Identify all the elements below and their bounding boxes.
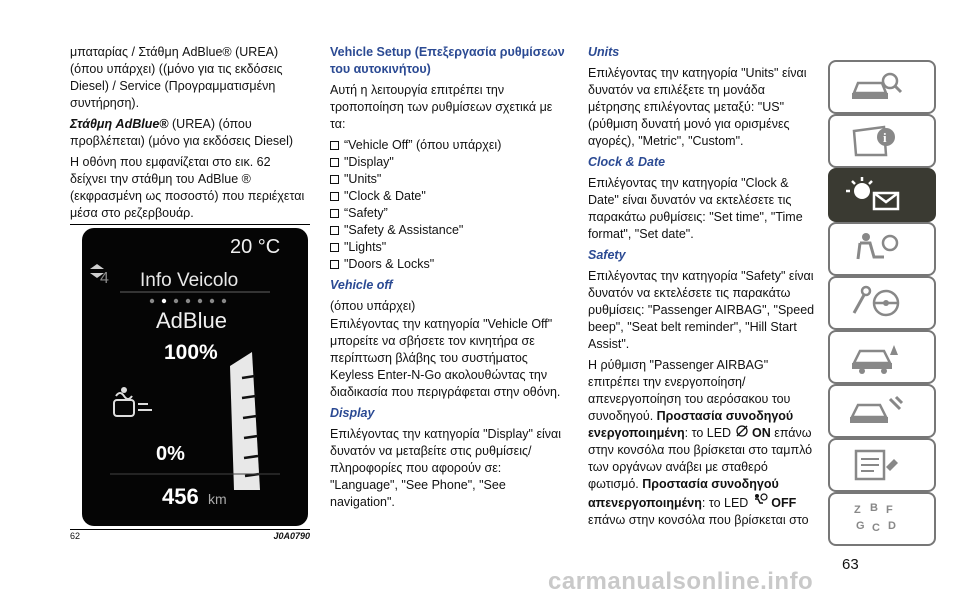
technical-data-icon — [846, 445, 906, 485]
airbag-on-state: ON — [752, 426, 771, 440]
airbag-on-label: Προστασία συνοδηγού ενεργοποιημένη — [588, 409, 794, 440]
list-item: "Clock & Date" — [330, 188, 565, 205]
tab-vehicle-overview[interactable] — [828, 60, 936, 114]
airbag-on-text: επάνω στην κονσόλα που βρίσκεται στο ταμπλό των οργάνων ανάβει με σταθερό φωτισμό. — [588, 426, 813, 491]
figure-bottom-rule — [70, 529, 310, 530]
info-icon — [846, 121, 906, 161]
tab-servicing-care[interactable] — [828, 384, 936, 438]
list-item: "Lights" — [330, 239, 565, 256]
range-unit: km — [208, 491, 227, 507]
svg-text:C: C — [872, 522, 880, 534]
column-right — [588, 44, 820, 533]
vehicle-off-heading: Vehicle off — [330, 278, 393, 292]
airbag-intro: Η ρύθμιση "Passenger AIRBAG" επιτρέπει την ενεργοποίηση/απενεργοποίηση του αερόσακου του συνοδηγού. — [588, 358, 791, 423]
paragraph-battery-adblue: μπαταρίας / Στάθμη AdBlue® (UREA) (όπου υπάρχει) ((μόνο για τις εκδόσεις Diesel) / Service (Προγραμματισμένη συντήρηση). — [70, 45, 283, 110]
units-heading: Units — [588, 45, 620, 59]
vehicle-setup-heading: Vehicle Setup (Επεξεργασία ρυθμίσεων του αυτοκινήτου) — [330, 45, 565, 76]
svg-text:B: B — [870, 502, 878, 514]
tab-alphabetical-index[interactable] — [828, 492, 936, 546]
airbag-off-icon — [752, 493, 768, 507]
menu-title: Info Veicolo — [140, 270, 239, 291]
svg-text:i: i — [883, 130, 887, 145]
temperature-text: 20 °C — [230, 236, 281, 258]
airbag-off-text: επάνω στην κονσόλα που βρίσκεται στο — [588, 513, 809, 527]
alphabet-index-icon — [846, 499, 906, 539]
car-search-icon — [846, 67, 906, 107]
list-item: "Doors & Locks" — [330, 256, 565, 273]
svg-text:Z: Z — [854, 504, 861, 516]
column-middle — [330, 44, 565, 515]
settings-list — [330, 137, 565, 273]
airbag-off-led-text: : το LED — [701, 496, 752, 510]
paragraph-figure-ref: Η οθόνη που εμφανίζεται στο εικ. 62 δείχνει την στάθμη του AdBlue ® (εκφρασμένη ως ποσοστό) που περιέχεται μέσα στο ρεζερβουάρ. — [70, 155, 305, 220]
car-emergency-icon — [846, 337, 906, 377]
display-text: Επιλέγοντας την κατηγορία "Display" είναι δυνατόν να μεταβείτε στις ρυθμίσεις/πληροφορίες που αφορούν σε: "Language", "See Phone", "See navigation". — [330, 427, 562, 509]
vehicle-off-text: Επιλέγοντας την κατηγορία "Vehicle Off" μπορείτε να σβήσετε τον κινητήρα σε περίπτωση βλάβης του συστήματος Keyless Enter-N-Go ακολουθώντας την διαδικασία που περιγράφεται στην οθόνη. — [330, 317, 561, 399]
svg-text:F: F — [886, 504, 893, 516]
svg-text:D: D — [888, 520, 896, 532]
tab-warning-lights-messages[interactable] — [828, 168, 936, 222]
units-text: Επιλέγοντας την κατηγορία "Units" είναι δυνατόν να επιλέξετε τη μονάδα μέτρησης επιλέγοντας μεταξύ: "US" (ρύθμιση δυνατή μονό για ορισμένες αγορές), "Metric", "Custom". — [588, 66, 807, 148]
airbag-led-text: : το LED — [684, 426, 735, 440]
tab-starting-driving[interactable] — [828, 276, 936, 330]
clock-text: Επιλέγοντας την κατηγορία "Clock & Date" είναι δυνατόν να εκτελέσετε τις παρακάτω ρυθμίσεις: "Set time", "Time format", "Set date". — [588, 176, 803, 241]
list-item: "Units" — [330, 171, 565, 188]
item-title: AdBlue — [156, 308, 227, 333]
paragraph-adblue-level — [70, 116, 310, 150]
figure-code: J0A0790 — [273, 531, 310, 541]
gear-number: 4 — [100, 270, 109, 287]
airbag-on-icon — [735, 425, 749, 437]
tab-safety[interactable] — [828, 222, 936, 276]
vehicle-setup-intro: Αυτή η λειτουργία επιτρέπει την τροποποίηση των ρυθμίσεων σχετικά με τα: — [330, 83, 553, 131]
clock-heading: Clock & Date — [588, 155, 666, 169]
vehicle-off-subtitle: (όπου υπάρχει) — [330, 299, 416, 313]
tab-information[interactable] — [828, 114, 936, 168]
car-service-icon — [846, 391, 906, 431]
adblue-level-note: (UREA) (όπου προβλέπεται) (μόνο για εκδόσεις Diesel) — [70, 117, 294, 148]
tab-in-emergency[interactable] — [828, 330, 936, 384]
figure-number: 62 — [70, 531, 81, 541]
list-item: "Display" — [330, 154, 565, 171]
airbag-off-state: OFF — [771, 496, 797, 510]
range-value: 456 — [162, 484, 199, 509]
level-percent: 100% — [164, 341, 218, 364]
warning-light-message-icon — [846, 175, 906, 215]
svg-text:G: G — [856, 520, 865, 532]
safety-text: Επιλέγοντας την κατηγορία "Safety" είναι δυνατόν να εκτελέσετε τις παρακάτω ρυθμίσεις: "Passenger AIRBAG", "Speed beep", "Seat belt reminder", "Hill Start Assist". — [588, 269, 815, 351]
column-left — [70, 44, 310, 226]
level-zero: 0% — [156, 443, 185, 465]
adblue-level-label: Στάθμη AdBlue® — [70, 117, 169, 131]
figure-top-rule — [70, 224, 310, 225]
watermark-text: carmanualsonline.info — [548, 568, 814, 595]
page-number: 63 — [842, 556, 859, 573]
display-heading: Display — [330, 406, 375, 420]
list-item: "Safety & Assistance" — [330, 222, 565, 239]
seatbelt-airbag-icon — [846, 229, 906, 269]
list-item: “Safety” — [330, 205, 565, 222]
figure-instrument-cluster — [80, 228, 310, 528]
airbag-paragraph — [588, 357, 820, 529]
safety-heading: Safety — [588, 248, 626, 262]
airbag-off-label: Προστασία συνοδηγού απενεργοποιημένη — [588, 477, 779, 510]
list-item: “Vehicle Off” (όπου υπάρχει) — [330, 137, 565, 154]
tab-technical-specifications[interactable] — [828, 438, 936, 492]
key-steering-wheel-icon — [846, 283, 906, 323]
